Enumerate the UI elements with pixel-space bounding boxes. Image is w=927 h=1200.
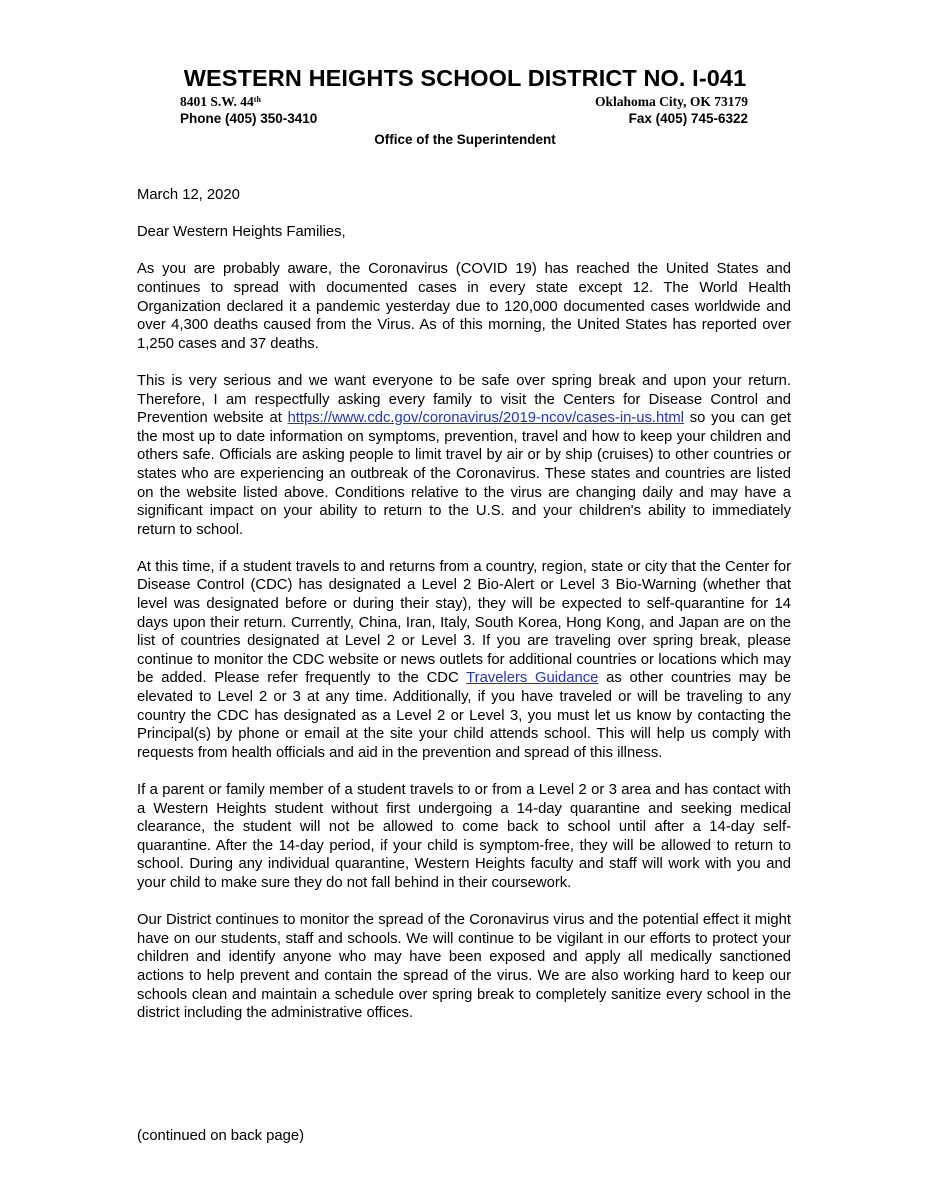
office-title: Office of the Superintendent [374, 132, 556, 147]
district-name: WESTERN HEIGHTS SCHOOL DISTRICT NO. I-041 [183, 65, 747, 91]
letter-date: March 12, 2020 [137, 187, 240, 203]
paragraph-district-monitoring: Our District continues to monitor the spread of the Coronavirus virus and the potential effect it might have on our students, staff and schools. We will continue to be vigilant in our efforts to protect your children and identify anyone who may have been exposed and apply all medically sanctioned actions to help prevent and contain the spread of the virus. We are also working hard to keep our schools clean and maintain a schedule over spring break to completely sanitize every school in the district including the administrative offices. [137, 912, 791, 1022]
city-state-zip: Oklahoma City, OK 73179 [594, 94, 748, 109]
travelers-guidance-link[interactable]: Travelers Guidance [466, 670, 599, 687]
paragraph-quarantine-rest: as other countries may be elevated to Level 2 or 3 at any time. Additionally, if you have traveled or will be traveling to any country the CDC has designated as a Level 2 or Level 3, you must let us know by contacting the Principal(s) by phone or email at the site your child attends school. This will help us comply with requests from health officials and aid in the prevention and spread of this illness. [137, 670, 791, 761]
street-address-suffix: th [253, 95, 261, 104]
letterhead [178, 64, 752, 148]
fax-number: Fax (405) 745-6322 [628, 111, 748, 126]
paragraph-spring-break-rest: so you can get the most up to date information on symptoms, prevention, travel and how to keep your children and others safe. Officials are asking people to limit travel by air or by ship (cruises) to other countries or states who are experiencing an outbreak of the Coronavirus. These states and countries are listed on the website listed above. Conditions relative to the virus are changing daily and may have a significant impact on your ability to return to the U.S. and your children's ability to immediately return to school. [137, 410, 791, 538]
street-address-text: 8401 S.W. 44 [180, 94, 254, 109]
paragraph-spring-break [137, 372, 791, 539]
street-address [180, 93, 261, 110]
address-row [178, 93, 752, 110]
cdc-cases-link[interactable]: https://www.cdc.gov/coronavirus/2019-ncov/cases-in-us.html [287, 410, 684, 427]
paragraph-family-travel: If a parent or family member of a student travels to or from a Level 2 or 3 area and has contact with a Western Heights student without first undergoing a 14-day quarantine and seeking medical clearance, the student will not be allowed to come back to school until after a 14-day self-quarantine. After the 14-day period, if your child is symptom-free, they will be allowed to return to school. During any individual quarantine, Western Heights faculty and staff will work with you and your child to make sure they do not fall behind in their coursework. [137, 782, 791, 891]
paragraph-spring-break-intro: This is very serious and we want everyone to be safe over spring break and upon your return. Therefore, I am respectfully asking every family to visit the Centers for Disease Control and Prevention website at [137, 372, 791, 427]
continued-note: (continued on back page) [137, 1128, 304, 1144]
contact-row [178, 110, 752, 127]
paragraph-covid-status: As you are probably aware, the Coronavirus (COVID 19) has reached the United States and continues to spread with documented cases in every state except 12. The World Health Organization declared it a pandemic yesterday due to 120,000 documented cases worldwide and over 4,300 deaths caused from the Virus. As of this morning, the United States has reported over 1,250 cases and 37 deaths. [137, 261, 791, 352]
phone-number: Phone (405) 350-3410 [180, 111, 318, 126]
paragraph-quarantine-intro: At this time, if a student travels to and returns from a country, region, state or city that the Center for Disease Control (CDC) has designated a Level 2 Bio-Alert or Level 3 Bio-Warning (whether that level was designated before or during their stay), they will be expected to self-quarantine for 14 days upon their return. Currently, China, Iran, Italy, South Korea, Hong Kong, and Japan are on the list of countries designated at Level 2 or Level 3. If you are traveling over spring break, please continue to monitor the CDC website or news outlets for additional countries or locations which may be added. Please refer frequently to the CDC [137, 558, 791, 687]
letter-body [137, 186, 791, 1041]
paragraph-quarantine-policy [137, 558, 791, 763]
salutation: Dear Western Heights Families, [137, 224, 346, 241]
